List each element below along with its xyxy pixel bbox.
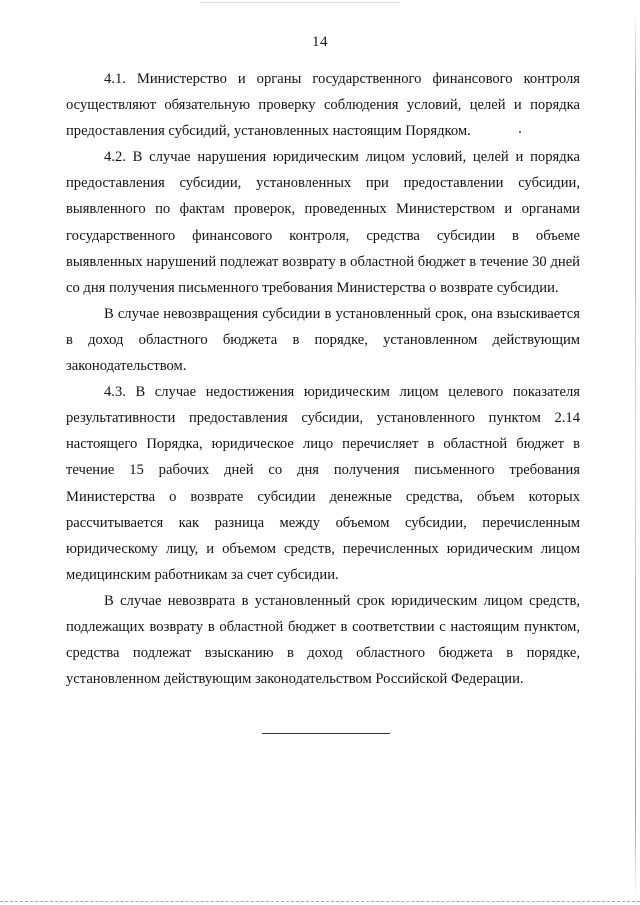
paragraph-4-3-continuation: В случае невозврата в установленный срок юридическим лицом средств, подлежащих возврату в областной бюджет в соответствии с настоящим пунктом, средства подлежат взысканию в доход областного бюджета в порядке, установленном действующим законодательством Российской Федерации.	[66, 592, 580, 688]
scan-speck	[519, 131, 521, 133]
scan-edge-right	[635, 8, 636, 898]
scan-edge-bottom	[0, 901, 640, 902]
document-body	[66, 66, 580, 692]
end-of-text-rule	[262, 733, 390, 734]
paragraph-4-2-continuation: В случае невозвращения субсидии в установленный срок, она взыскивается в доход областного бюджета в порядке, установленном действующим законодательством.	[66, 305, 580, 375]
paragraph-4-2: 4.2. В случае нарушения юридическим лицом условий, целей и порядка предоставления субсидии, установленных при предоставлении субсидии, выявленного по фактам проверок, проведенных Министерством и органами государственного финансового контроля, средства субсидии в объеме выявленных нарушений подлежат возврату в областной бюджет в течение 30 дней со дня получения письменного требования Министерства о возврате субсидии.	[66, 149, 580, 296]
paragraph-4-1: 4.1. Министерство и органы государственного финансового контроля осуществляют обязательную проверку соблюдения условий, целей и порядка предоставления субсидий, установленных настоящим Порядком.	[66, 71, 580, 140]
scan-edge-top	[200, 2, 400, 3]
page-number: 14	[312, 34, 328, 50]
paragraph-4-3: 4.3. В случае недостижения юридическим лицом целевого показателя результативности предоставления субсидии, установленного пунктом 2.14 настоящего Порядка, юридическое лицо перечисляет в областной бюджет в течение 15 рабочих дней со дня получения письменного требования Министерства о возврате субсидии денежные средства, объем которых рассчитывается как разница между объемом субсидии, перечисленным юридическому лицу, и объемом средств, перечисленных юридическим лицом медицинским работникам за счет субсидии.	[66, 384, 580, 583]
